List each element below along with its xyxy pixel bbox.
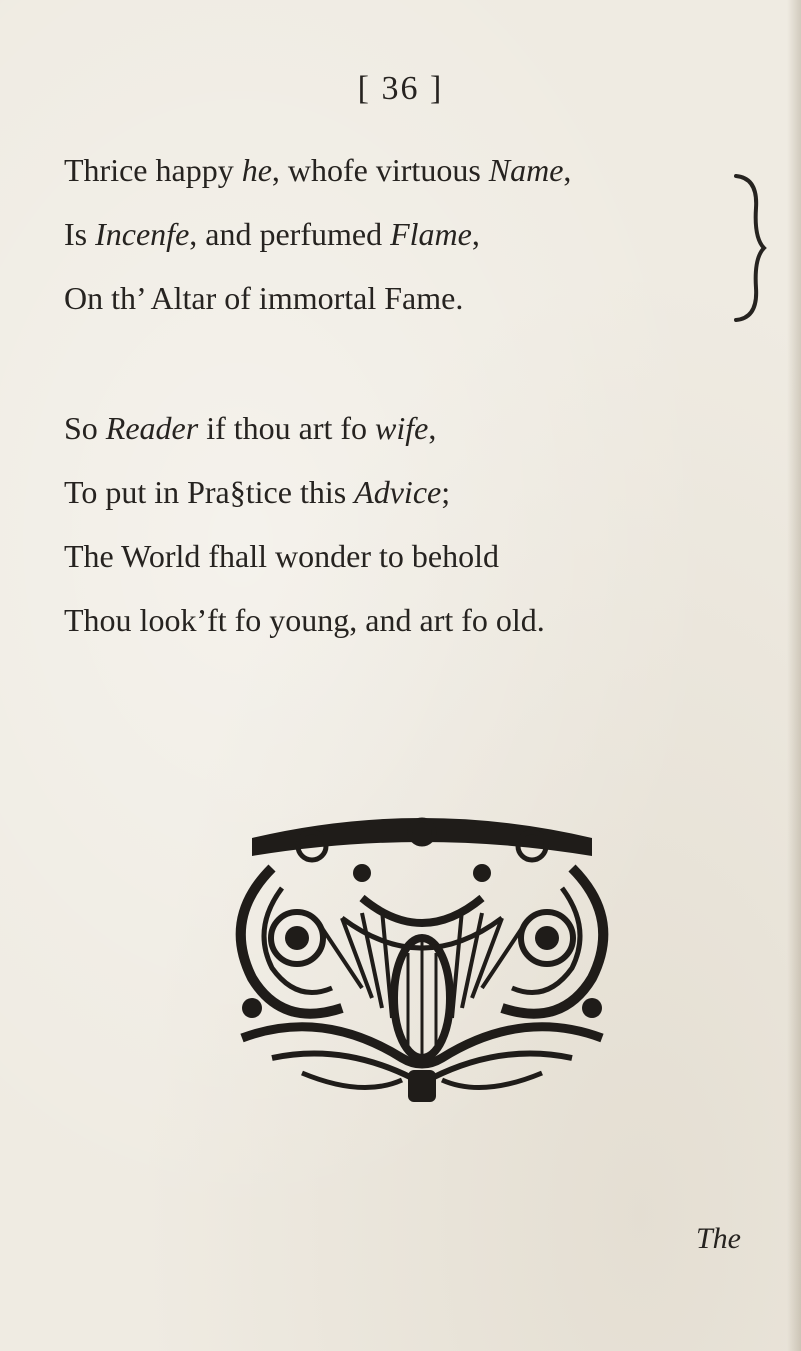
verse-line [64, 396, 704, 460]
verse-text: , [428, 410, 437, 446]
page-edge-shadow [787, 0, 801, 1351]
verse-text: , and perfumed [189, 216, 391, 252]
verse-text: , whofe virtuous [271, 152, 489, 188]
verse-text: Thrice happy [64, 152, 242, 188]
verse-line [64, 460, 704, 524]
page-number: [ 36 ] [357, 70, 444, 107]
verse-text: if thou art fo [198, 410, 376, 446]
verse-text: ; [441, 474, 451, 510]
verse-italic-text: wife [375, 410, 429, 446]
floral-tailpiece-icon [212, 808, 632, 1106]
verse-italic-text: Flame [390, 216, 472, 252]
stanza-1 [64, 138, 704, 330]
verse-line [64, 202, 704, 266]
verse-text: Thou look’ft fo young, and art fo old. [64, 602, 545, 638]
right-brace-icon [728, 168, 768, 328]
verse-italic-text: Advice [354, 474, 442, 510]
verse-line [64, 588, 704, 652]
verse-text: On th’ Altar of immortal Fame. [64, 280, 464, 316]
verse-italic-text: he [241, 152, 272, 188]
stanza-2 [64, 396, 704, 652]
verse-text: The World fhall wonder to behold [64, 538, 499, 574]
verse-italic-text: Reader [105, 410, 199, 446]
verse-text: , [471, 216, 480, 252]
verse-italic-text: Name [488, 152, 564, 188]
verse-line [64, 138, 704, 202]
verse-text: So [64, 410, 106, 446]
verse-italic-text: Incenfe [95, 216, 190, 252]
verse-line [64, 524, 704, 588]
verse-text: , [563, 152, 572, 188]
verse-line [64, 266, 704, 330]
verse-text: Is [64, 216, 96, 252]
verse-text: To put in Pra§tice this [64, 474, 355, 510]
catchword: The [696, 1222, 741, 1255]
